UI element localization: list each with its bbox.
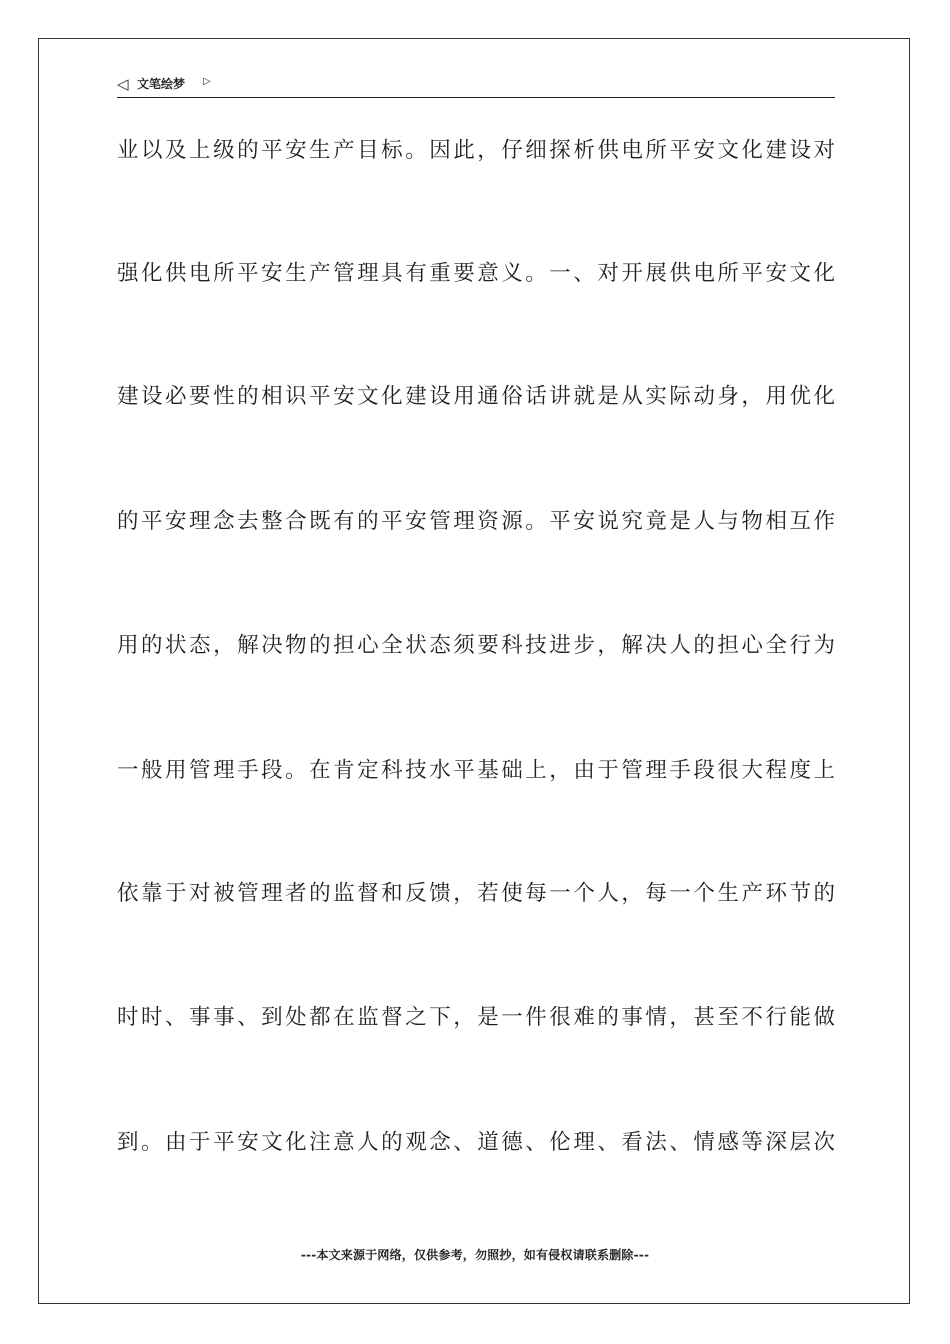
document-header [117,74,835,98]
text-line: 业以及上级的平安生产目标。因此，仔细探析供电所平安文化建设对 [117,138,835,163]
footer-disclaimer: ---本文来源于网络，仅供参考，勿照抄，如有侵权请联系删除--- [300,1248,650,1262]
right-triangle-icon: ▷ [203,76,211,87]
text-line: 强化供电所平安生产管理具有重要意义。一、对开展供电所平安文化 [117,261,835,286]
text-line: 的平安理念去整合既有的平安管理资源。平安说究竟是人与物相互作 [117,509,835,534]
left-triangle-icon: ◁ [117,75,129,93]
header-brand: 文笔绘梦 [137,77,186,91]
text-line: 建设必要性的相识平安文化建设用通俗话讲就是从实际动身，用优化 [117,384,835,409]
text-line: 用的状态，解决物的担心全状态须要科技进步，解决人的担心全行为 [117,633,835,658]
text-line: 依靠于对被管理者的监督和反馈，若使每一个人，每一个生产环节的 [117,881,835,906]
text-line: 时时、事事、到处都在监督之下，是一件很难的事情，甚至不行能做 [117,1005,835,1030]
page-frame [38,38,910,1304]
text-line: 一般用管理手段。在肯定科技水平基础上，由于管理手段很大程度上 [117,758,835,783]
text-line: 到。由于平安文化注意人的观念、道德、伦理、看法、情感等深层次 [117,1130,835,1155]
